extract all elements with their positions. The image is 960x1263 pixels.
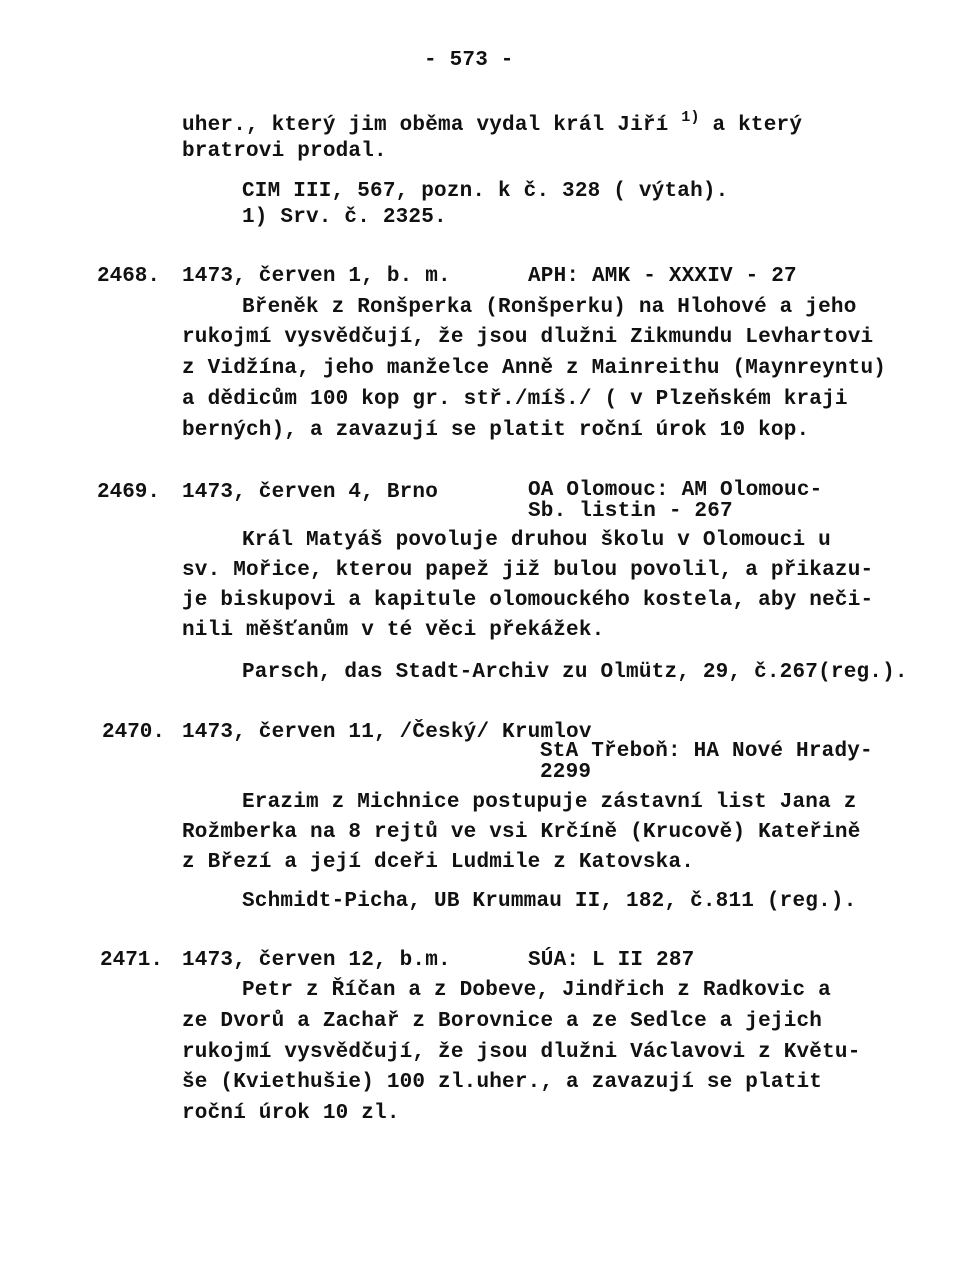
entry-date: 1473, červen 1, b. m. [182, 265, 451, 288]
page-number: - 573 - [424, 49, 514, 72]
footnote-marker: 1) [681, 109, 700, 126]
entry-text-line: roční úrok 10 zl. [182, 1102, 400, 1125]
entry-archive: SÚA: L II 287 [528, 949, 695, 972]
entry-text-line: Rožmberka na 8 rejtů ve vsi Krčíně (Krucově) Kateřině [182, 821, 861, 844]
entry-number: 2468. [97, 265, 161, 288]
entry-archive: 2299 [540, 761, 592, 784]
entry-archive: StA Třeboň: HA Nové Hrady- [540, 740, 873, 763]
entry-text-line: Břeněk z Ronšperka (Ronšperku) na Hlohové a jeho [242, 296, 857, 319]
entry-literature: Schmidt-Picha, UB Krummau II, 182, č.811 (reg.). [242, 890, 857, 913]
entry-text-line: z Březí a její dceři Ludmile z Katovska. [182, 851, 695, 874]
entry-text-line: rukojmí vysvědčují, že jsou dlužni Václavovi z Květu- [182, 1041, 861, 1064]
entry-text-line: sv. Mořice, kterou papež již bulou povolil, a přikazu- [182, 559, 874, 582]
intro-footnote: 1) Srv. č. 2325. [242, 206, 447, 229]
entry-text-line: ze Dvorů a Zachař z Borovnice a ze Sedlce a jejich [182, 1010, 823, 1033]
intro-source: CIM III, 567, pozn. k č. 328 ( výtah). [242, 180, 729, 203]
entry-literature: Parsch, das Stadt-Archiv zu Olmütz, 29, č.267(reg.). [242, 661, 908, 684]
intro-line-1-tail: a který [712, 114, 803, 137]
entry-text-line: nili měšťanům v té věci překážek. [182, 619, 605, 642]
entry-text-line: rukojmí vysvědčují, že jsou dlužni Zikmundu Levhartovi [182, 326, 874, 349]
entry-archive: Sb. listin - 267 [528, 500, 733, 523]
entry-text-line: Erazim z Michnice postupuje zástavní list Jana z [242, 791, 857, 814]
entry-number: 2471. [100, 949, 164, 972]
entry-text-line: berných), a zavazují se platit roční úrok 10 kop. [182, 419, 810, 442]
entry-date: 1473, červen 11, /Český/ Krumlov [182, 721, 592, 744]
entry-text-line: z Vidžína, jeho manželce Anně z Mainreithu (Maynreyntu) [182, 357, 887, 380]
intro-line-2: bratrovi prodal. [182, 140, 387, 163]
entry-archive: APH: AMK - XXXIV - 27 [528, 265, 797, 288]
entry-text-line: a dědicům 100 kop gr. stř./míš./ ( v Plzeňském kraji [182, 388, 848, 411]
entry-number: 2469. [97, 481, 161, 504]
entry-date: 1473, červen 4, Brno [182, 481, 439, 504]
entry-text-line: še (Kviethušie) 100 zl.uher., a zavazují se platit [182, 1071, 823, 1094]
entry-number: 2470. [102, 721, 166, 744]
entry-text-line: Petr z Říčan a z Dobeve, Jindřich z Radkovic a [242, 979, 831, 1002]
entry-date: 1473, červen 12, b.m. [182, 949, 451, 972]
entry-text-line: Král Matyáš povoluje druhou školu v Olomouci u [242, 529, 831, 552]
entry-text-line: je biskupovi a kapitule olomouckého kostela, aby neči- [182, 589, 874, 612]
intro-line-1-text: uher., který jim oběma vydal král Jiří [182, 114, 669, 137]
intro-line-1 [182, 110, 802, 136]
entry-archive: OA Olomouc: AM Olomouc- [528, 479, 823, 502]
